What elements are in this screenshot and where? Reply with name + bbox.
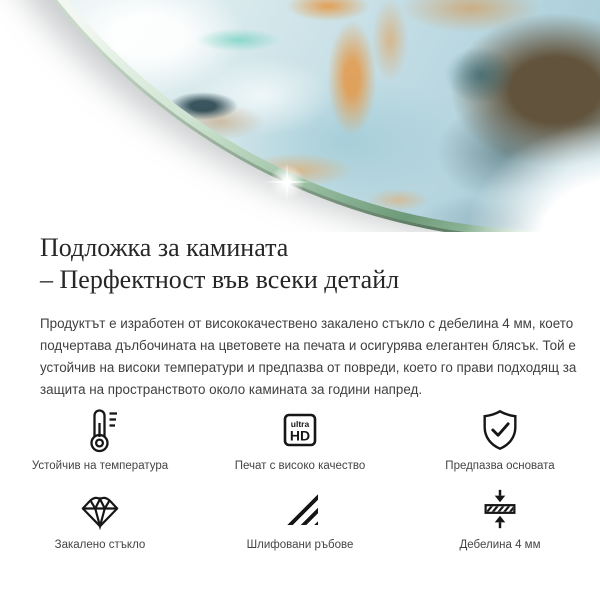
page-title	[40, 232, 560, 296]
ultra-hd-icon	[278, 407, 322, 453]
feature-print-quality	[235, 407, 366, 472]
feature-grid	[0, 407, 600, 551]
feature-label: Закалено стъкло	[54, 539, 146, 551]
thickness-4mm-icon	[478, 486, 522, 532]
product-description: Продуктът е изработен от висококачествено закалено стъкло с дебелина 4 мм, което подчертава дълбочината на цветовете на печата и осигурява елегантен блясък. Той е устойчив на високи температури и предпазва от повреди, което го прави подходящ за защита на пространството около камината за години напред.	[40, 316, 577, 397]
thermometer-icon	[78, 407, 122, 453]
feature-label: Печат с високо качество	[234, 460, 366, 472]
feature-thickness	[459, 486, 540, 551]
feature-label: Шлифовани ръбове	[246, 539, 354, 551]
diamond-icon	[78, 486, 122, 532]
feature-label: Дебелина 4 мм	[459, 539, 541, 551]
shield-check-icon	[477, 407, 523, 453]
feature-protects-base	[445, 407, 554, 472]
feature-temperature	[32, 407, 168, 472]
feature-label: Устойчив на температура	[31, 460, 169, 472]
feature-polished-edges	[247, 486, 354, 551]
feature-tempered-glass	[55, 486, 146, 551]
page-title-line1: Подложка за камината	[40, 233, 289, 262]
feature-label: Предпазва основата	[445, 460, 555, 472]
beveled-edges-icon	[281, 486, 318, 532]
page-title-line2: – Перфектност във всеки детайл	[40, 265, 400, 294]
product-hero-image	[0, 0, 600, 232]
ultra-hd-icon-text-top: ultra	[290, 419, 310, 429]
sparkle-highlight	[263, 158, 311, 206]
ultra-hd-icon-text-bottom: HD	[289, 427, 311, 444]
